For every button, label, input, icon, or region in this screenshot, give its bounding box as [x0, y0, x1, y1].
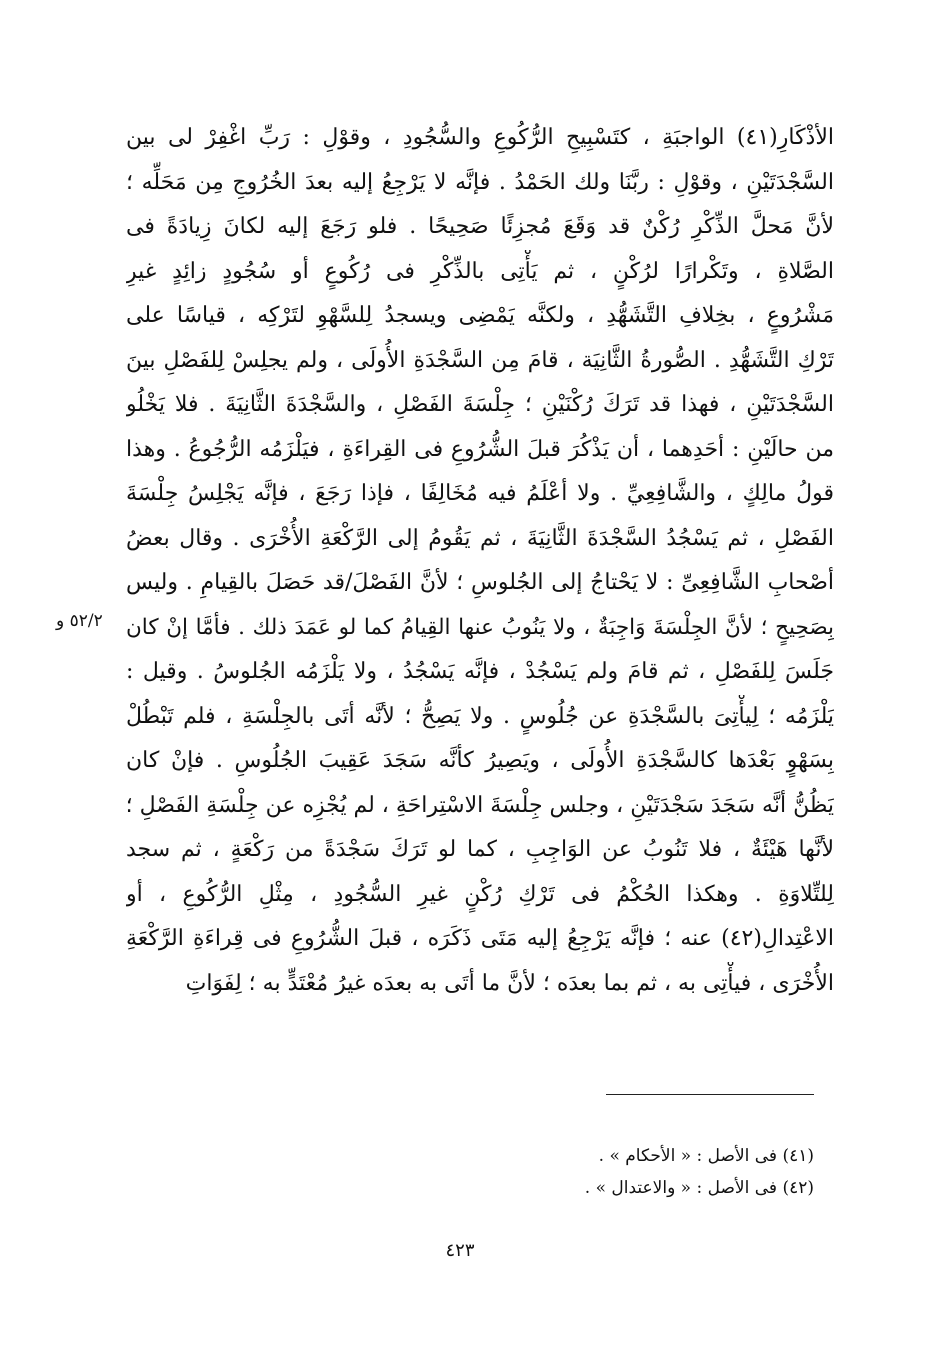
footnotes: [360, 1140, 814, 1204]
text-line: لأنَّ مَحلَّ الذِّكْرِ رُكْنٌ قد وَقَعَ مُجزِئًا صَحِيحًا . فلو رَجَعَ إليه لكانَ زِيادَةً فى: [126, 214, 834, 239]
text-line: السَّجْدَتَيْنِ ، فهذا قد تَرَكَ رُكْنَيْنِ ؛ جِلْسَةَ الفَصْلِ ، والسَّجْدَةَ الثَّانِيَةَ . فلا يَخْلُو: [126, 392, 834, 417]
text-line: الأذْكَارِ(٤١) الواجبَةِ ، كتَسْبِيحِ الرُّكُوعِ والسُّجُودِ ، وقوْلِ : رَبِّ اغْفِرْ لى بين: [126, 125, 834, 150]
text-line: من حالَيْنِ : أحَدِهما ، أن يَذْكُرَ قبلَ الشُّرُوعِ فى القِراءَةِ ، فيَلْزَمُه الرُّجُوعُ . وهذا: [126, 436, 834, 462]
text-line: لأنَّها هَيْئَةٌ ، فلا تَنُوبُ عن الوَاجِبِ ، كما لو تَرَكَ سَجْدَةً من رَكْعَةٍ ، ثم سجد: [126, 837, 834, 862]
text-line: لِلتِّلاوَةِ . وهكذا الحُكْمُ فى تَرْكِ رُكْنٍ غيرِ السُّجُودِ ، مِثْلِ الرُّكُوعِ ، أو: [126, 881, 834, 907]
text-line: الصَّلاةِ ، وتَكْرارًا لرُكْنٍ ، ثم يَأْتِى بالذِّكْرِ فى رُكُوعٍ أو سُجُودٍ زائِدٍ غيرِ: [126, 258, 834, 284]
text-line: مَشْرُوعٍ ، بخِلافِ التَّشَهُّدِ ، ولكنَّه يَمْضِى ويسجدُ لِلسَّهْوِ لتَرْكِه ، قياسًا على: [126, 303, 834, 328]
text-line: بِسَهْوٍ بَعْدَها كالسَّجْدَةِ الأُولَى ، ويَصِيرُ كأنَّه سَجَدَ عَقِيبَ الجُلُوسِ . فإنْ كان: [126, 748, 834, 773]
text-line: يَظُنُّ أنَّه سَجَدَ سَجْدَتَيْنِ ، وجلس جِلْسَةَ الاسْتِراحَةِ ، لم يُجْزِه عن جِلْسَةِ الفَصْلِ ؛: [126, 792, 834, 818]
footnote: (٤٢) فى الأصل : « والاعتدال » .: [584, 1178, 814, 1198]
text-line: يَلْزَمُه ؛ لِيأْتِىَ بالسَّجْدَةِ عن جُلُوسٍ . ولا يَصِحُّ ؛ لأنَّه أتَى بالجِلْسَةِ ، فلم تَبْطُلْ: [126, 703, 834, 729]
text-line: الفَصْلِ ، ثم يَسْجُدُ السَّجْدَةَ الثَّانِيَةَ ، ثم يَقُومُ إلى الرَّكْعَةِ الأُخْرَى . وقال بعضُ: [126, 525, 834, 551]
margin-note: ٥٢/٢ و: [56, 611, 103, 631]
main-text-block: [126, 116, 834, 1006]
text-line: الاعْتِدالِ(٤٢) عنه ؛ فإنَّه يَرْجِعُ إليه مَتَى ذَكَرَه ، قبلَ الشُّرُوعِ فى قِراءَةِ الرَّكْعَةِ: [126, 926, 834, 951]
text-line: بِصَحِيحٍ ؛ لأنَّ الجِلْسَةَ وَاجِبَةٌ ، ولا يَنُوبُ عنها القِيامُ كما لو عَمَدَ ذلك . فأمَّا إنْ كان: [126, 614, 834, 640]
text-line: السَّجْدَتَيْنِ ، وقوْلِ : ربَّنَا ولك الحَمْدُ . فإنَّه لا يَرْجِعُ إليه بعدَ الخُرُوجِ مِن مَحَلِّه ؛: [126, 169, 834, 195]
footnote: (٤١) فى الأصل : « الأحكام » .: [598, 1146, 814, 1166]
page-number: ٤٢٣: [445, 1240, 475, 1261]
text-line: الأُخْرَى ، فيأْتِى به ، ثم بما بعدَه ؛ لأنَّ ما أتَى به بعدَه غيرُ مُعْتَدٍّ به ؛ لِفَوَاتِ: [185, 970, 834, 996]
text-line: قولُ مالِكٍ ، والشَّافِعِيِّ . ولا أعْلَمُ فيه مُخَالِفًا ، فإذا رَجَعَ ، فإنَّه يَجْلِسُ جِلْسَةَ: [126, 481, 834, 506]
text-line: جَلَسَ لِلفَصْلِ ، ثم قامَ ولم يَسْجُدْ ، فإنَّه يَسْجُدُ ، ولا يَلْزَمُه الجُلوسُ . وقيل :: [126, 659, 834, 684]
text-line: تَرْكِ التَّشَهُّدِ . الصُّورةُ الثَّانِيَة ، قامَ مِن السَّجْدَةِ الأُولَى ، ولم يجلِسْ لِلفَصْلِ بينَ: [126, 347, 834, 373]
footnote-divider: [606, 1094, 814, 1095]
text-line: أصْحابِ الشَّافِعِىِّ : لا يَحْتاجُ إلى الجُلوسِ ؛ لأنَّ الفَصْلَ/قد حَصَلَ بالقِيامِ . وليس: [126, 570, 834, 595]
